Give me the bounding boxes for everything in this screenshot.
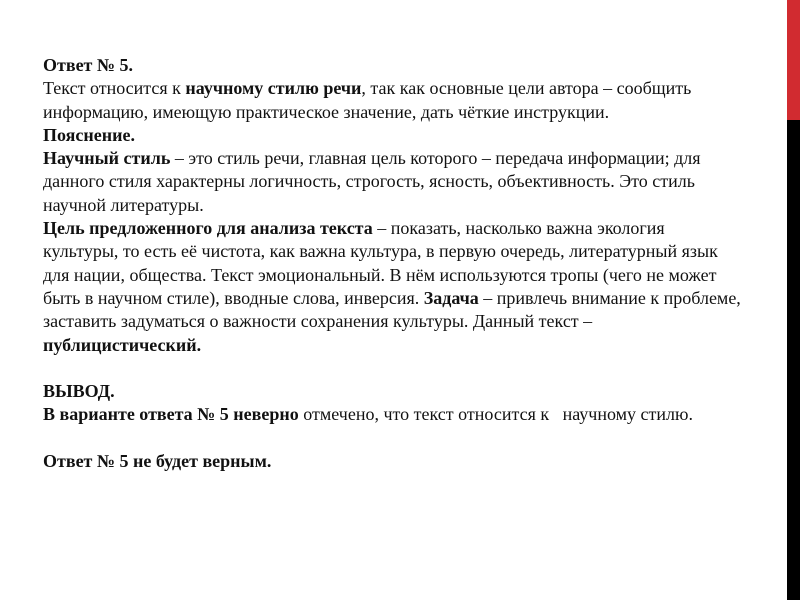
statement-pre: Текст относится к bbox=[43, 78, 186, 99]
statement-post: , так как основные цели автора – сообщить информацию, имеющую практическое значение, дать чёткие инструкции. bbox=[43, 78, 692, 122]
scientific-style-term: Научный стиль bbox=[43, 148, 171, 169]
scientific-style-paragraph bbox=[43, 147, 743, 217]
answer-heading: Ответ № 5. bbox=[43, 55, 133, 75]
statement-paragraph bbox=[43, 77, 743, 124]
explanation-heading: Пояснение. bbox=[43, 124, 135, 145]
conclusion-paragraph bbox=[43, 403, 743, 426]
analysis-text-2: – привлечь внимание к проблеме, заставить задуматься о важности сохранения культуры. Данный текст – bbox=[43, 287, 741, 332]
spacer bbox=[43, 427, 743, 450]
conclusion-heading: ВЫВОД. bbox=[43, 381, 115, 402]
style-conclusion: публицистический. bbox=[43, 334, 202, 355]
statement-bold: научному стилю речи bbox=[185, 78, 362, 99]
task-term: Задача bbox=[423, 287, 479, 308]
accent-bar-red bbox=[787, 0, 800, 120]
final-verdict: Ответ № 5 не будет верным. bbox=[43, 451, 272, 472]
analysis-text-1: – показать, насколько важна экология культуры, то есть её чистота, как важна культура, в первую очередь, литературный язык для нации, общества. Текст эмоциональный. В нём используются тропы (чего не может быть в научном стиле), вводные слова, инверсия. bbox=[43, 218, 718, 308]
conclusion-bold: В варианте ответа № 5 неверно bbox=[43, 404, 299, 425]
accent-bar-black bbox=[787, 120, 800, 600]
slide-content bbox=[43, 54, 743, 473]
spacer bbox=[43, 357, 743, 380]
scientific-style-definition: – это стиль речи, главная цель которого – передача информации; для данного стиля характерны логичность, строгость, ясность, объективность. Это стиль научной литературы. bbox=[43, 148, 701, 215]
conclusion-text: отмечено, что текст относится к научному стилю. bbox=[298, 404, 693, 425]
analysis-paragraph bbox=[43, 217, 743, 357]
analysis-term: Цель предложенного для анализа текста bbox=[43, 218, 373, 239]
